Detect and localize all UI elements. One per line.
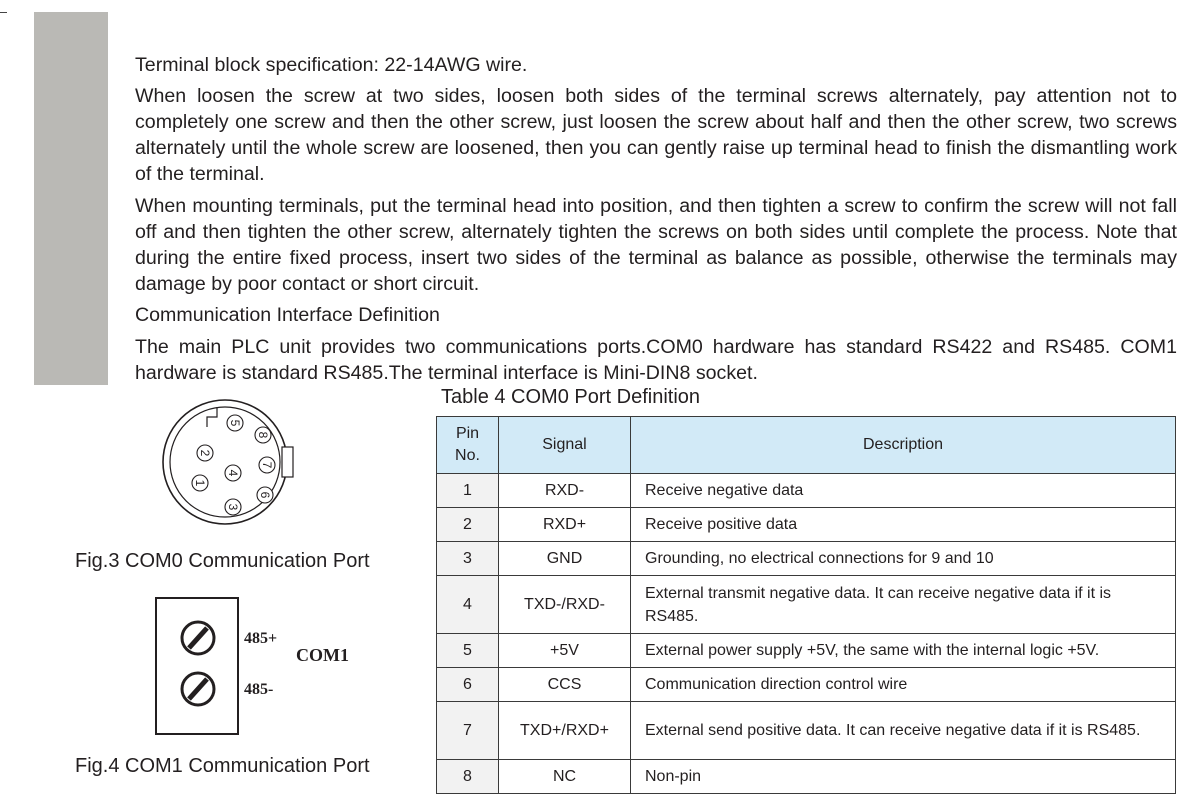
table-header-row <box>437 417 1176 474</box>
cell-pin: 1 <box>437 474 499 508</box>
interface-description-paragraph: The main PLC unit provides two communications ports.COM0 hardware has standard RS422 and RS485. COM1 hardware is standard RS485.The terminal interface is Mini-DIN8 socket. <box>135 336 1177 384</box>
cell-pin: 8 <box>437 760 499 794</box>
header-signal: Signal <box>499 417 631 474</box>
cell-signal: RXD+ <box>499 508 631 542</box>
cell-signal: GND <box>499 542 631 576</box>
label-485-minus: 485- <box>244 681 274 698</box>
mounting-terminal-paragraph: When mounting terminals, put the terminal head into position, and then tighten a screw to confirm the screw will not fall off and then tighten the other screw, alternately tighten the screws on both sides until complete the process. Note that during the entire fixed process, insert two sides of the terminal as balance as possible, otherwise the terminals may damage by poor contact or short circuit. <box>135 195 1177 295</box>
cell-description: Communication direction control wire <box>631 668 1176 702</box>
cell-signal: NC <box>499 760 631 794</box>
table-row <box>437 668 1176 702</box>
terminal-block-body <box>156 598 238 734</box>
table-row <box>437 474 1176 508</box>
header-pin-line2: No. <box>455 447 480 464</box>
table-row <box>437 702 1176 760</box>
table-row <box>437 760 1176 794</box>
cell-description: Non-pin <box>631 760 1176 794</box>
table-title: Table 4 COM0 Port Definition <box>441 386 701 408</box>
cell-pin: 5 <box>437 634 499 668</box>
header-pin <box>437 417 499 474</box>
cell-pin: 3 <box>437 542 499 576</box>
pin-label: 7 <box>260 461 274 469</box>
header-description: Description <box>631 417 1176 474</box>
table-row <box>437 576 1176 634</box>
cell-pin: 6 <box>437 668 499 702</box>
label-com1: COM1 <box>296 645 349 665</box>
cell-description: External power supply +5V, the same with the internal logic +5V. <box>631 634 1176 668</box>
wire-spec-paragraph: Terminal block specification: 22-14AWG wire. <box>135 54 528 76</box>
cell-description: Receive negative data <box>631 474 1176 508</box>
header-pin-line1: Pin <box>455 425 480 442</box>
cell-description: Grounding, no electrical connections for 9 and 10 <box>631 542 1176 576</box>
pin-label: 3 <box>226 503 240 511</box>
cell-description: Receive positive data <box>631 508 1176 542</box>
cell-description: External transmit negative data. It can receive negative data if it is RS485. <box>631 576 1176 634</box>
fig3-caption: Fig.3 COM0 Communication Port <box>75 550 370 572</box>
label-485-plus: 485+ <box>244 630 278 647</box>
cell-signal: RXD- <box>499 474 631 508</box>
cell-signal: CCS <box>499 668 631 702</box>
com0-port-table <box>436 416 1176 794</box>
cell-pin: 7 <box>437 702 499 760</box>
screw-icon-minus <box>182 673 214 705</box>
page-sidebar-bar <box>34 12 108 385</box>
section-heading: Communication Interface Definition <box>135 304 440 326</box>
margin-tick <box>0 12 7 13</box>
pin-label: 8 <box>256 431 270 439</box>
cell-pin: 4 <box>437 576 499 634</box>
fig4-caption: Fig.4 COM1 Communication Port <box>75 755 370 777</box>
cell-signal: TXD-/RXD- <box>499 576 631 634</box>
mini-din8-connector-diagram <box>155 395 295 530</box>
connector-side-key <box>282 447 293 477</box>
loosen-screw-paragraph: When loosen the screw at two sides, loosen both sides of the terminal screws alternately, pay attention not to completely one screw and then the other screw, just loosen the screw about half and then the other screw, two screws alternately until the whole screw are loosened, then you can gently raise up terminal head to finish the dismantling work of the terminal. <box>135 85 1177 185</box>
pin-label: 4 <box>226 469 240 477</box>
cell-description: External send positive data. It can receive negative data if it is RS485. <box>631 702 1176 760</box>
table-row <box>437 542 1176 576</box>
table-row <box>437 508 1176 542</box>
cell-signal: TXD+/RXD+ <box>499 702 631 760</box>
pin-label: 1 <box>193 479 207 487</box>
screw-icon-plus <box>182 622 214 654</box>
cell-signal: +5V <box>499 634 631 668</box>
cell-pin: 2 <box>437 508 499 542</box>
pin-label: 2 <box>198 449 212 457</box>
com1-terminal-diagram <box>150 590 380 740</box>
pin-label: 5 <box>228 419 242 427</box>
pin-label: 6 <box>258 491 272 499</box>
table-row <box>437 634 1176 668</box>
